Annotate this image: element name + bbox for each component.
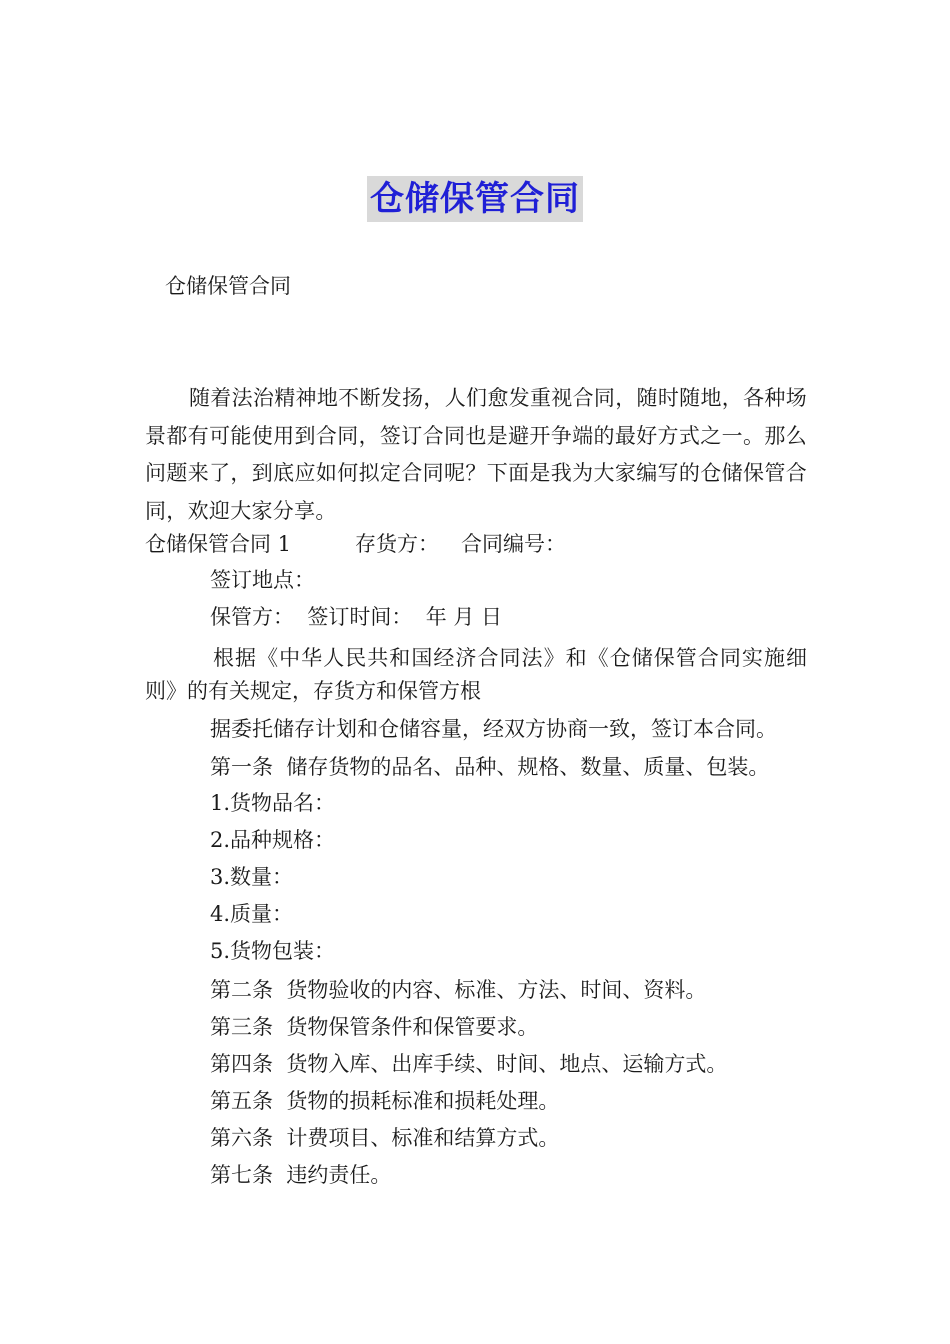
- item-goods-name: 1.货物品名：: [210, 791, 336, 815]
- item-packaging: 5.货物包装：: [210, 939, 336, 963]
- sign-place-label: 签订地点：: [210, 568, 315, 592]
- contract-heading: 仓储保管合同 1: [145, 532, 292, 556]
- item-quality: 4.质量：: [210, 902, 294, 926]
- article-7: 第七条 违约责任。: [210, 1163, 392, 1187]
- custodian-date-line: 保管方： 签订时间： 年 月 日: [210, 605, 503, 629]
- article-6: 第六条 计费项目、标准和结算方式。: [210, 1126, 560, 1150]
- article-2: 第二条 货物验收的内容、标准、方法、时间、资料。: [210, 978, 707, 1002]
- article-4: 第四条 货物入库、出库手续、时间、地点、运输方式。: [210, 1052, 728, 1076]
- contract-heading-line: [145, 530, 566, 558]
- article-3: 第三条 货物保管条件和保管要求。: [210, 1015, 539, 1039]
- article-1: 第一条 储存货物的品名、品种、规格、数量、质量、包装。: [210, 755, 770, 779]
- title-container: [0, 176, 950, 222]
- article-5: 第五条 货物的损耗标准和损耗处理。: [210, 1089, 560, 1113]
- depositor-label: 存货方：: [355, 532, 440, 556]
- item-spec: 2.品种规格：: [210, 828, 336, 852]
- item-quantity: 3.数量：: [210, 865, 294, 889]
- contract-number-label: 合同编号：: [461, 532, 567, 556]
- document-subtitle: 仓储保管合同: [165, 274, 291, 298]
- document-title: 仓储保管合同: [367, 176, 583, 222]
- basis-paragraph: 根据《中华人民共和国经济合同法》和《仓储保管合同实施细则》的有关规定，存货方和保管方根: [145, 646, 807, 703]
- agreement-line: 据委托储存计划和仓储容量，经双方协商一致，签订本合同。: [210, 717, 777, 741]
- intro-paragraph: 随着法治精神地不断发扬，人们愈发重视合同，随时随地，各种场景都有可能使用到合同，签订合同也是避开争端的最好方式之一。那么问题来了，到底应如何拟定合同呢？下面是我为大家编写的仓储保管合同，欢迎大家分享。: [145, 386, 807, 523]
